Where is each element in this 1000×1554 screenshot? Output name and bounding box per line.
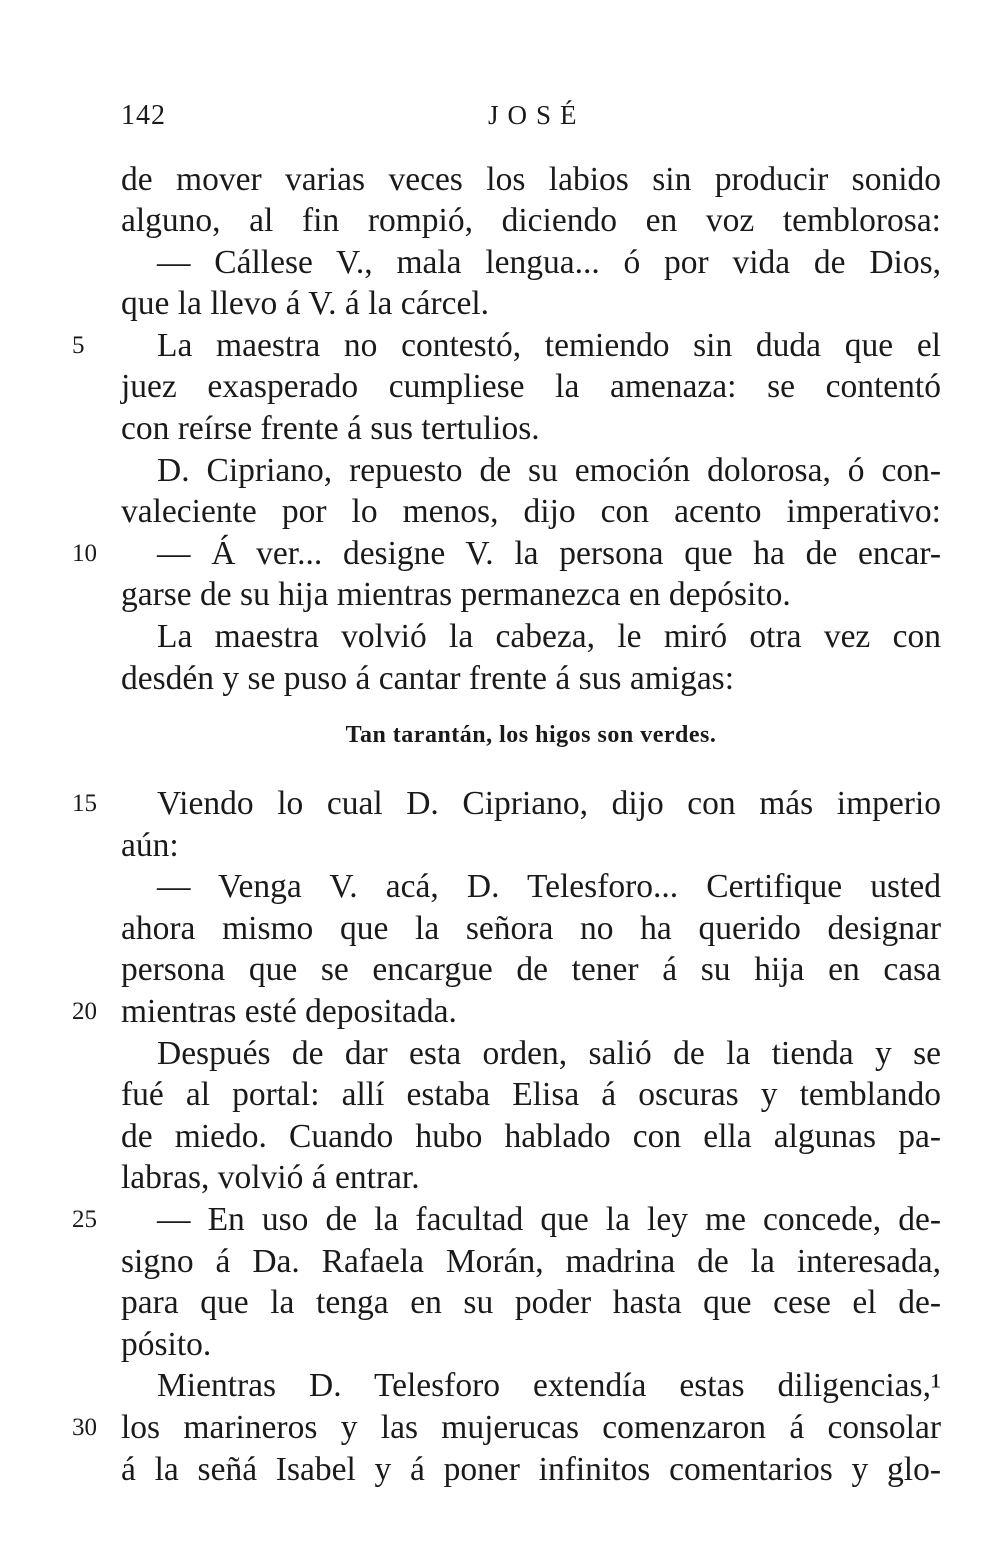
- text-line: de mover varias veces los labios sin producir sonido: [121, 161, 941, 198]
- text-line: á la señá Isabel y á poner infinitos comentarios y glo-: [121, 1451, 941, 1488]
- text-line: valeciente por lo menos, dijo con acento imperativo:: [121, 493, 941, 530]
- text-line: labras, volvió á entrar.: [121, 1159, 420, 1196]
- text-line: los marineros y las mujerucas comenzaron á consolar: [121, 1409, 941, 1446]
- text-line: desdén y se puso á cantar frente á sus amigas:: [121, 660, 735, 697]
- text-line: juez exasperado cumpliese la amenaza: se contentó: [121, 368, 941, 405]
- text-line: aún:: [121, 827, 179, 864]
- line-number: 25: [72, 1206, 97, 1233]
- line-number: 10: [72, 540, 97, 567]
- text-line: ahora mismo que la señora no ha querido designar: [121, 910, 941, 947]
- text-line: alguno, al fin rompió, diciendo en voz temblorosa:: [121, 202, 941, 239]
- page-number: 142: [121, 100, 166, 131]
- text-line: D. Cipriano, repuesto de su emoción dolorosa, ó con-: [157, 452, 941, 489]
- text-line: mientras esté depositada.: [121, 993, 457, 1030]
- text-line: fué al portal: allí estaba Elisa á oscuras y temblando: [121, 1076, 941, 1113]
- text-line: Viendo lo cual D. Cipriano, dijo con más imperio: [157, 785, 941, 822]
- text-line: La maestra no contestó, temiendo sin duda que el: [157, 327, 941, 364]
- line-number: 5: [72, 332, 85, 359]
- text-line: pósito.: [121, 1326, 212, 1363]
- line-number: 20: [72, 998, 97, 1025]
- text-line: con reírse frente á sus tertulios.: [121, 410, 540, 447]
- text-line: que la llevo á V. á la cárcel.: [121, 285, 490, 322]
- verse-quote: Tan tarantán, los higos son verdes.: [345, 722, 717, 748]
- line-number: 30: [72, 1414, 97, 1441]
- text-line: garse de su hija mientras permanezca en depósito.: [121, 576, 791, 613]
- text-line: para que la tenga en su poder hasta que cese el de-: [121, 1284, 941, 1321]
- text-line: — Á ver... designe V. la persona que ha de encar-: [157, 535, 941, 572]
- text-line: signo á Da. Rafaela Morán, madrina de la interesada,: [121, 1243, 941, 1280]
- text-line: persona que se encargue de tener á su hija en casa: [121, 951, 941, 988]
- text-line: — Venga V. acá, D. Telesforo... Certifique usted: [157, 868, 941, 905]
- text-line: Después de dar esta orden, salió de la tienda y se: [157, 1035, 941, 1072]
- line-number: 15: [72, 790, 97, 817]
- text-line: La maestra volvió la cabeza, le miró otra vez con: [157, 618, 941, 655]
- running-title: JOSÉ: [488, 100, 586, 130]
- text-line: — En uso de la facultad que la ley me concede, de-: [157, 1201, 941, 1238]
- text-line: de miedo. Cuando hubo hablado con ella algunas pa-: [121, 1118, 941, 1155]
- text-line: Mientras D. Telesforo extendía estas diligencias,¹: [157, 1367, 941, 1404]
- text-line: — Cállese V., mala lengua... ó por vida de Dios,: [157, 244, 941, 281]
